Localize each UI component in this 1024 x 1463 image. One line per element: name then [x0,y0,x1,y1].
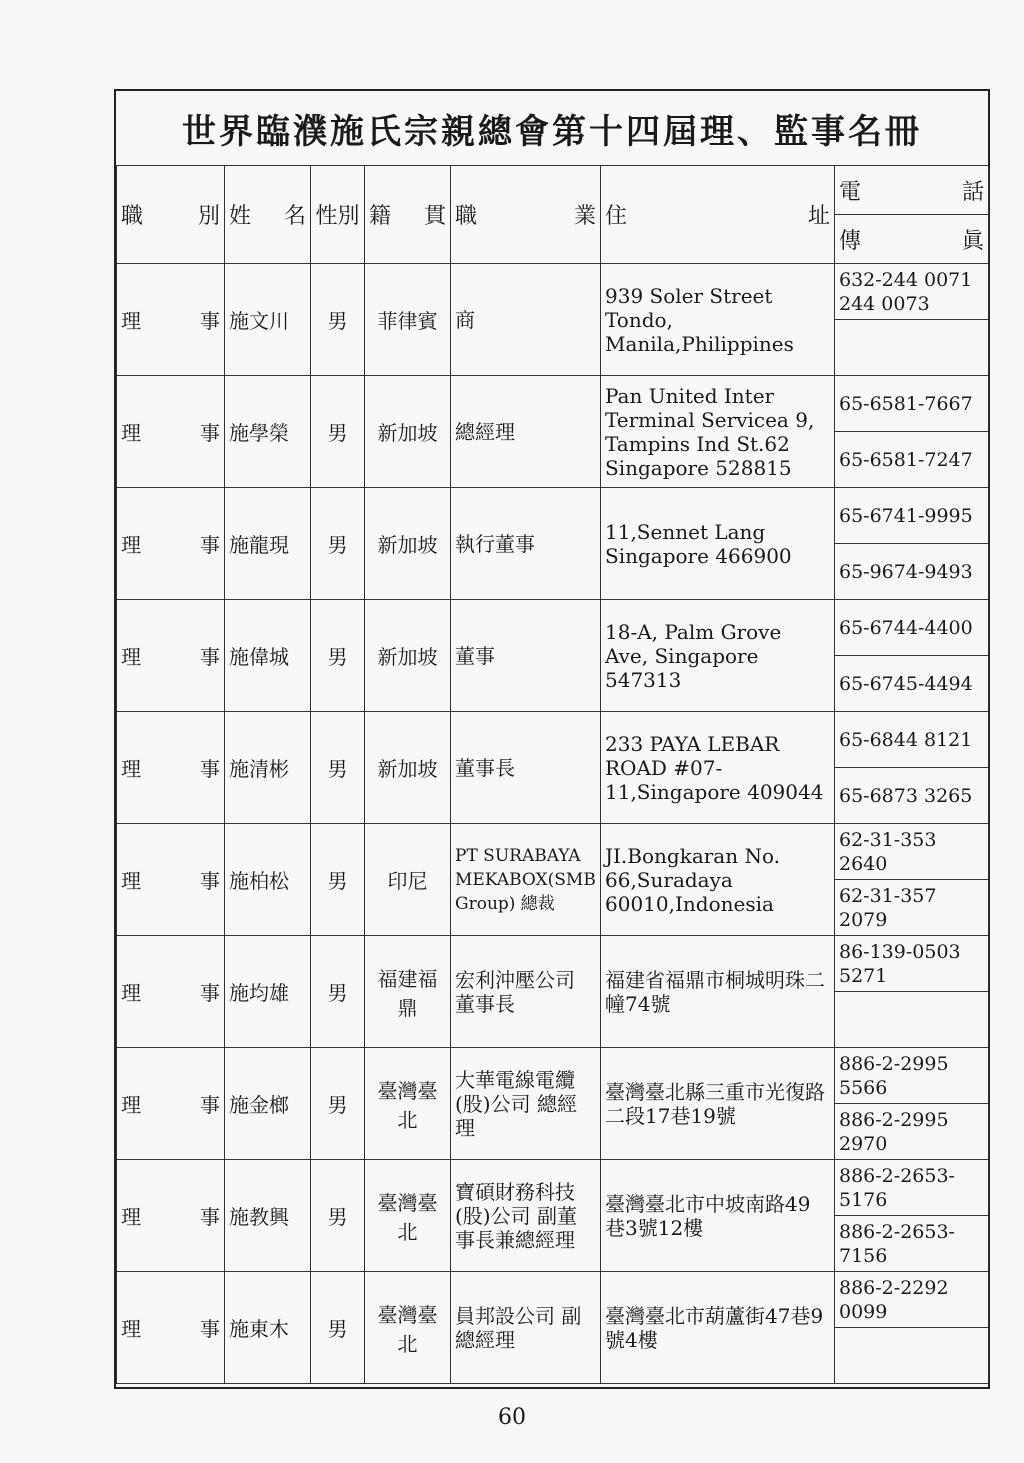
table-row [117,376,989,432]
gender-cell: 男 [311,1048,365,1160]
occupation-cell: 大華電線電纜(股)公司 總經理 [451,1048,601,1160]
occupation-cell: 總經理 [451,376,601,488]
fax-cell: 65-6745-4494 [835,656,989,712]
occupation-cell: 商 [451,264,601,376]
fax-cell [835,1328,989,1384]
header-name: 姓 名 [225,166,311,264]
address-cell: JI.Bongkaran No. 66,Suradaya 60010,Indonesia [601,824,835,936]
origin-cell: 新加坡 [365,600,451,712]
title-row [116,91,988,166]
table-row [117,1160,989,1216]
roster-table [116,165,989,1384]
table-row [117,488,989,544]
header-phone: 電 話 [835,166,989,215]
phone-cell: 65-6744-4400 [835,600,989,656]
fax-cell: 65-9674-9493 [835,544,989,600]
role-cell: 理 事 [117,1272,225,1384]
header-occupation: 職 業 [451,166,601,264]
table-row [117,1272,989,1328]
name-cell: 施金榔 [225,1048,311,1160]
origin-cell: 新加坡 [365,376,451,488]
table-row [117,1048,989,1104]
gender-cell: 男 [311,936,365,1048]
table-row [117,264,989,320]
occupation-cell: 董事長 [451,712,601,824]
origin-cell: 福建福鼎 [365,936,451,1048]
phone-cell: 886-2-2995 5566 [835,1048,989,1104]
fax-cell: 886-2-2995 2970 [835,1104,989,1160]
address-cell: 臺灣臺北縣三重市光復路二段17巷19號 [601,1048,835,1160]
fax-cell [835,320,989,376]
occupation-cell: 寶碩財務科技(股)公司 副董事長兼總經理 [451,1160,601,1272]
fax-cell: 65-6581-7247 [835,432,989,488]
phone-cell: 65-6581-7667 [835,376,989,432]
name-cell: 施學榮 [225,376,311,488]
occupation-cell: PT SURABAYA MEKABOX(SMB Group) 總裁 [451,824,601,936]
address-cell: 939 Soler Street Tondo, Manila,Philippines [601,264,835,376]
phone-cell: 62-31-353 2640 [835,824,989,880]
table-row [117,824,989,880]
address-cell: 臺灣臺北市葫蘆街47巷9號4樓 [601,1272,835,1384]
occupation-cell: 員邦設公司 副總經理 [451,1272,601,1384]
gender-cell: 男 [311,376,365,488]
origin-cell: 菲律賓 [365,264,451,376]
header-gender: 性別 [311,166,365,264]
origin-cell: 臺灣臺北 [365,1272,451,1384]
table-row [117,600,989,656]
origin-cell: 印尼 [365,824,451,936]
role-cell: 理 事 [117,712,225,824]
gender-cell: 男 [311,1272,365,1384]
gender-cell: 男 [311,712,365,824]
gender-cell: 男 [311,824,365,936]
address-cell: 18-A, Palm Grove Ave, Singapore 547313 [601,600,835,712]
header-fax: 傳 眞 [835,215,989,264]
header-address: 住 址 [601,166,835,264]
address-cell: 11,Sennet Lang Singapore 466900 [601,488,835,600]
gender-cell: 男 [311,264,365,376]
gender-cell: 男 [311,600,365,712]
gender-cell: 男 [311,1160,365,1272]
fax-cell: 62-31-357 2079 [835,880,989,936]
occupation-cell: 宏利沖壓公司 董事長 [451,936,601,1048]
role-cell: 理 事 [117,1048,225,1160]
role-cell: 理 事 [117,600,225,712]
address-cell: 臺灣臺北市中坡南路49巷3號12樓 [601,1160,835,1272]
phone-cell: 886-2-2292 0099 [835,1272,989,1328]
address-cell: Pan United Inter Terminal Servicea 9, Tampins Ind St.62 Singapore 528815 [601,376,835,488]
name-cell: 施柏松 [225,824,311,936]
phone-cell: 632-244 0071 244 0073 [835,264,989,320]
table-row [117,712,989,768]
name-cell: 施龍現 [225,488,311,600]
table-row [117,936,989,992]
role-cell: 理 事 [117,1160,225,1272]
address-cell: 233 PAYA LEBAR ROAD #07-11,Singapore 409044 [601,712,835,824]
phone-cell: 886-2-2653-5176 [835,1160,989,1216]
page-title: 世界臨濮施氏宗親總會第十四屆理、監事名冊 [182,111,922,152]
roster-frame [114,89,990,1389]
role-cell: 理 事 [117,376,225,488]
phone-cell: 65-6741-9995 [835,488,989,544]
origin-cell: 臺灣臺北 [365,1160,451,1272]
phone-cell: 65-6844 8121 [835,712,989,768]
fax-cell: 65-6873 3265 [835,768,989,824]
occupation-cell: 執行董事 [451,488,601,600]
fax-cell: 886-2-2653-7156 [835,1216,989,1272]
header-origin: 籍 貫 [365,166,451,264]
name-cell: 施教興 [225,1160,311,1272]
name-cell: 施清彬 [225,712,311,824]
role-cell: 理 事 [117,936,225,1048]
address-cell: 福建省福鼎市桐城明珠二幢74號 [601,936,835,1048]
origin-cell: 新加坡 [365,712,451,824]
header-row-1 [117,166,989,215]
name-cell: 施偉城 [225,600,311,712]
name-cell: 施均雄 [225,936,311,1048]
name-cell: 施東木 [225,1272,311,1384]
origin-cell: 新加坡 [365,488,451,600]
fax-cell [835,992,989,1048]
header-role: 職 別 [117,166,225,264]
role-cell: 理 事 [117,824,225,936]
gender-cell: 男 [311,488,365,600]
role-cell: 理 事 [117,264,225,376]
page-number: 60 [498,1405,526,1430]
name-cell: 施文川 [225,264,311,376]
occupation-cell: 董事 [451,600,601,712]
role-cell: 理 事 [117,488,225,600]
phone-cell: 86-139-0503 5271 [835,936,989,992]
origin-cell: 臺灣臺北 [365,1048,451,1160]
